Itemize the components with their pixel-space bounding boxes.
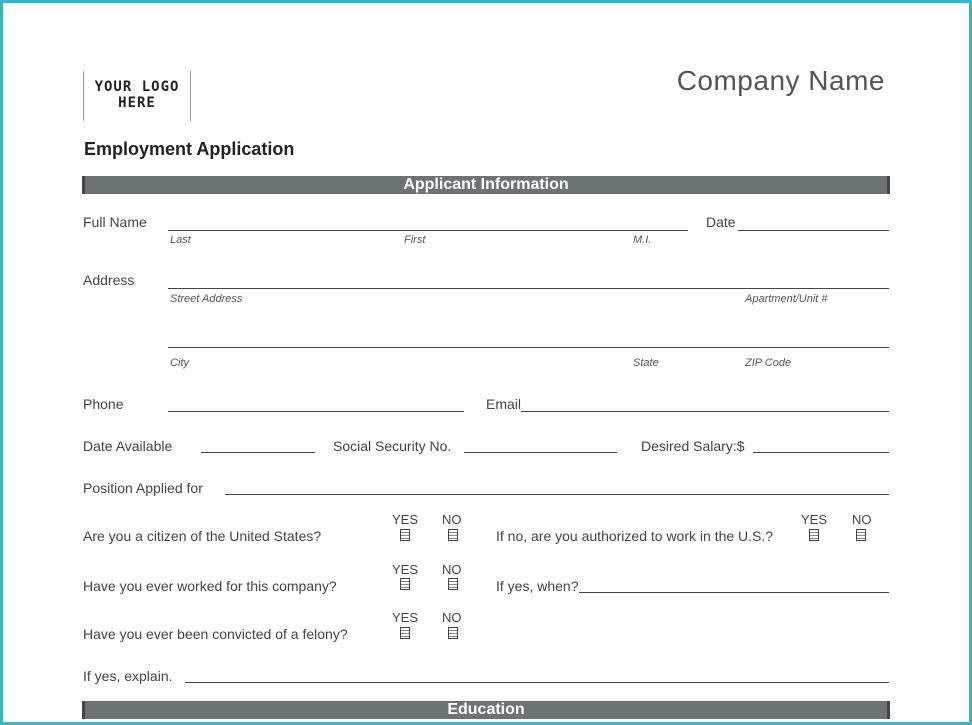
middle-initial-caption: M.I.	[633, 234, 652, 246]
authorized-yes-checkbox[interactable]	[809, 529, 819, 541]
position-label: Position Applied for	[83, 480, 203, 496]
worked-yes-label: YES	[392, 562, 419, 577]
authorized-no-checkbox[interactable]	[856, 529, 866, 541]
email-label: Email	[486, 396, 522, 412]
position-field[interactable]	[225, 494, 889, 495]
date-available-label: Date Available	[83, 438, 173, 454]
worked-yes-checkbox[interactable]	[400, 578, 410, 590]
explain-field[interactable]	[185, 682, 889, 683]
logo-line-2: HERE	[118, 95, 156, 111]
section-bar-applicant	[82, 176, 890, 194]
apartment-caption: Apartment/Unit #	[745, 293, 828, 305]
desired-salary-label: Desired Salary:$	[641, 438, 745, 454]
ssn-label: Social Security No.	[333, 438, 452, 454]
section-title-applicant: Applicant Information	[403, 176, 569, 193]
date-field[interactable]	[738, 230, 889, 231]
ssn-field[interactable]	[464, 452, 617, 453]
date-label: Date	[706, 214, 736, 230]
address-label: Address	[83, 272, 135, 288]
form-title: Employment Application	[84, 139, 295, 159]
citizen-no-label: NO	[442, 512, 462, 527]
last-name-caption: Last	[170, 234, 191, 246]
logo-placeholder	[83, 71, 191, 121]
street-address-field[interactable]	[168, 288, 889, 289]
full-name-field[interactable]	[168, 230, 688, 231]
citizen-question: Are you a citizen of the United States?	[83, 528, 322, 544]
if-yes-when-label: If yes, when?	[496, 578, 579, 594]
felony-no-label: NO	[442, 610, 462, 625]
authorized-no-label: NO	[852, 512, 872, 527]
authorized-question: If no, are you authorized to work in the U.S.?	[496, 528, 774, 544]
felony-question: Have you ever been convicted of a felony?	[83, 626, 348, 642]
phone-label: Phone	[83, 396, 124, 412]
street-address-caption: Street Address	[170, 293, 243, 305]
state-caption: State	[633, 357, 659, 369]
authorized-yes-label: YES	[801, 512, 828, 527]
section-bar-education	[82, 701, 890, 719]
company-name: Company Name	[676, 65, 885, 96]
full-name-label: Full Name	[83, 214, 147, 230]
desired-salary-field[interactable]	[753, 452, 889, 453]
worked-question: Have you ever worked for this company?	[83, 578, 337, 594]
citizen-no-checkbox[interactable]	[448, 529, 458, 541]
felony-yes-checkbox[interactable]	[400, 627, 410, 639]
phone-field[interactable]	[168, 411, 464, 412]
felony-yes-label: YES	[392, 610, 419, 625]
city-state-zip-field[interactable]	[168, 347, 889, 348]
email-field[interactable]	[521, 411, 889, 412]
section-title-education: Education	[447, 701, 525, 718]
worked-no-label: NO	[442, 562, 462, 577]
logo-line-1: YOUR LOGO	[94, 79, 180, 95]
city-caption: City	[170, 357, 189, 369]
citizen-yes-checkbox[interactable]	[400, 529, 410, 541]
citizen-yes-label: YES	[392, 512, 419, 527]
date-available-field[interactable]	[201, 452, 315, 453]
felony-no-checkbox[interactable]	[448, 627, 458, 639]
first-name-caption: First	[404, 234, 426, 246]
zip-caption: ZIP Code	[745, 357, 792, 369]
if-yes-when-field[interactable]	[579, 592, 889, 593]
explain-label: If yes, explain.	[83, 668, 173, 684]
worked-no-checkbox[interactable]	[448, 578, 458, 590]
